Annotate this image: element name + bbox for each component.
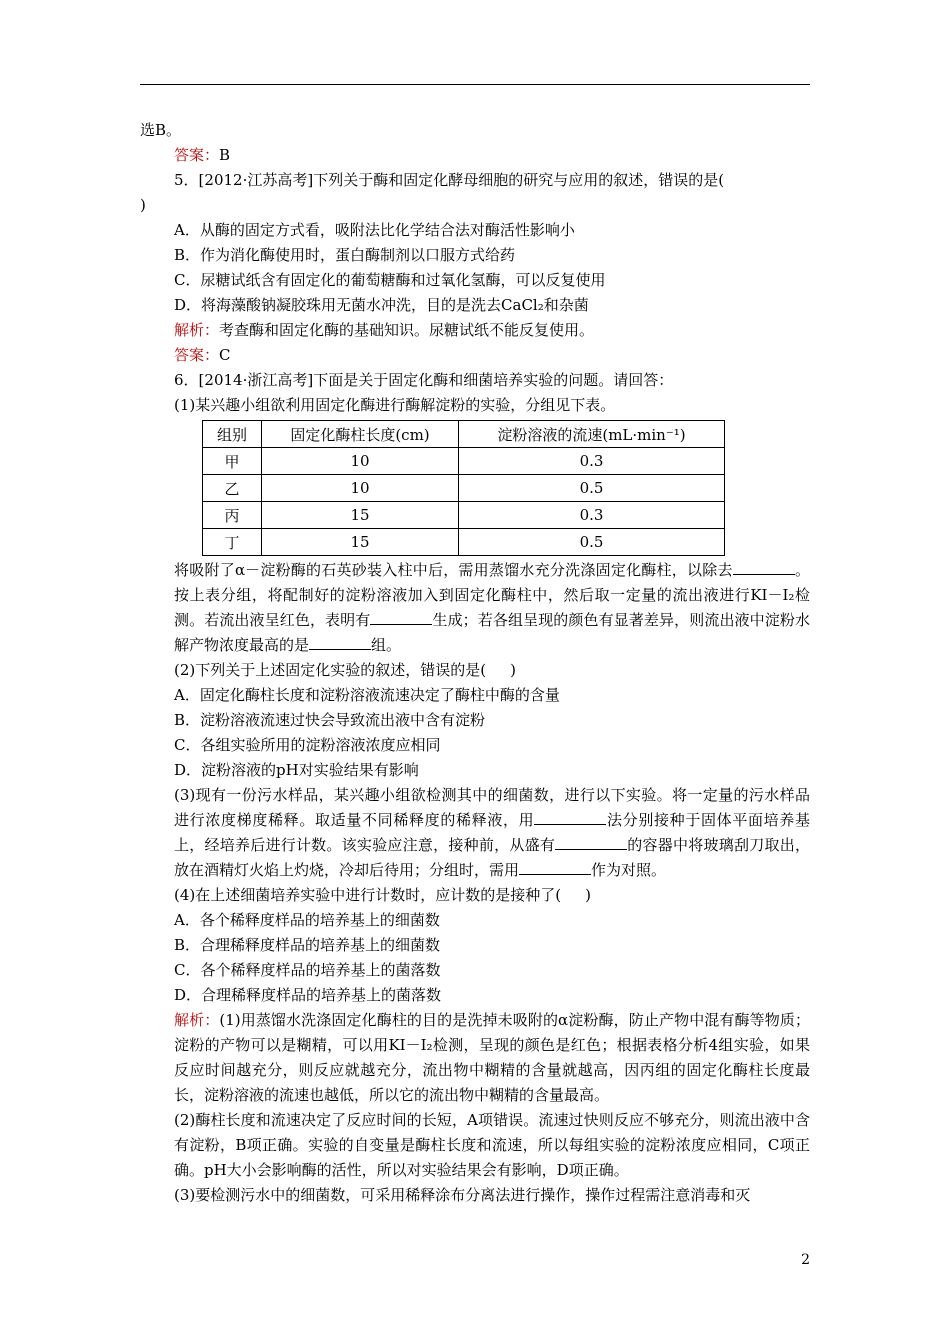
answer-line (140, 143, 810, 168)
answer-blank (555, 833, 627, 850)
option-a: A．固定化酶柱长度和淀粉溶液流速决定了酶柱中酶的含量 (174, 686, 560, 704)
question-6-stem: 6．[2014·浙江高考]下面是关于固定化酶和细菌培养实验的问题。请回答： (174, 371, 674, 389)
text-segment: 法分别接种于固体平面培养基上，经培养后进行计数。该实验应注意，接种前，从盛有 (174, 811, 810, 854)
table-cell: 0.5 (459, 529, 725, 556)
table-header: 组别 (203, 421, 262, 448)
answer-label: 答案： (174, 146, 220, 164)
header-rule (140, 84, 810, 85)
option-a: A．各个稀释度样品的培养基上的细菌数 (174, 911, 440, 929)
explanation-text: (1)用蒸馏水洗涤固定化酶柱的目的是洗掉未吸附的α淀粉酶，防止产物中混有酶等物质；淀粉的产物可以是糊精，可以用KI－I₂检测，呈现的颜色是红色；根据表格分析4组实验，如果反应时间越充分，则反应就越充分，流出物中糊精的含量就越高，因丙组的固定化酶柱长度最长，淀粉溶液的流速也越低，所以它的流出物中糊精的含量最高。 (174, 1011, 810, 1104)
answer-blank (370, 608, 432, 625)
explanation-line (140, 318, 810, 343)
option-d: D．合理稀释度样品的培养基上的菌落数 (174, 986, 442, 1004)
text-segment: 。按上表分组，将配制好的淀粉溶液加入到固定化酶柱中，然后取一定量的流出液进行KI－I₂检测。若流出液呈红色，表明有 (174, 561, 810, 629)
page-content (140, 118, 810, 1208)
text-segment: 组。 (371, 636, 402, 654)
text-segment: 生成；若各组呈现的颜色有显著差异，则流出液中淀粉水解产物浓度最高的是 (174, 611, 810, 654)
table-cell: 15 (262, 502, 459, 529)
explanation-paragraph-3: (3)要检测污水中的细菌数，可采用稀释涂布分离法进行操作，操作过程需注意消毒和灭 (174, 1186, 751, 1204)
text-segment: 将吸附了α－淀粉酶的石英砂装入柱中后，需用蒸馏水充分洗涤固定化酶柱，以除去 (174, 561, 733, 579)
text-segment: 作为对照。 (591, 861, 667, 879)
question-text: (4)在上述细菌培养实验中进行计数时，应计数的是接种了( (174, 886, 562, 904)
answer-gap (486, 659, 510, 675)
page-number: 2 (801, 1252, 810, 1268)
question-text-end: ) (585, 886, 591, 904)
question-text-end: ) (510, 661, 516, 679)
text-line: 选B。 (140, 121, 182, 139)
table-row (203, 448, 725, 475)
table-cell: 丙 (203, 502, 262, 529)
table-cell: 甲 (203, 448, 262, 475)
paragraph-part-1 (140, 558, 810, 658)
option-d: D．淀粉溶液的pH对实验结果有影响 (174, 761, 419, 779)
table-cell: 10 (262, 448, 459, 475)
explanation-label: 解析： (174, 1011, 220, 1029)
table-cell: 0.3 (459, 502, 725, 529)
table-row (203, 502, 725, 529)
table-row (203, 475, 725, 502)
answer-blank (519, 858, 591, 875)
paragraph-part-3 (140, 783, 810, 883)
text-segment: (3)现有一份污水样品，某兴趣小组欲检测其中的细菌数，进行以下实验。将一定量的污水样品进行浓度梯度稀释。取适量不同稀释度的稀释液，用 (174, 786, 810, 829)
option-b: B．作为消化酶使用时，蛋白酶制剂以口服方式给药 (174, 246, 516, 264)
answer-blank (309, 633, 371, 650)
option-c: C．各组实验所用的淀粉溶液浓度应相同 (174, 736, 441, 754)
table-cell: 乙 (203, 475, 262, 502)
option-d: D．将海藻酸钠凝胶珠用无菌水冲洗，目的是洗去CaCl₂和杂菌 (174, 296, 589, 314)
table-cell: 丁 (203, 529, 262, 556)
option-b: B．合理稀释度样品的培养基上的细菌数 (174, 936, 441, 954)
explanation-text: 考查酶和固定化酶的基础知识。尿糖试纸不能反复使用。 (219, 321, 595, 339)
option-a: A．从酶的固定方式看，吸附法比化学结合法对酶活性影响小 (174, 221, 575, 239)
answer-value: C (219, 346, 231, 364)
answer-line (140, 343, 810, 368)
explanation-paragraph-2: (2)酶柱长度和流速决定了反应时间的长短，A项错误。流速过快则反应不够充分，则流出液中含有淀粉，B项正确。实验的自变量是酶柱长度和流速，所以每组实验的淀粉浓度应相同，C项正确。pH大小会影响酶的活性，所以对实验结果会有影响，D项正确。 (174, 1111, 810, 1179)
text-segment: 的容器中将玻璃刮刀取出，放在酒精灯火焰上灼烧，冷却后待用；分组时，需用 (174, 836, 810, 879)
table-cell: 0.5 (459, 475, 725, 502)
answer-blank (733, 558, 795, 575)
answer-blank (534, 808, 606, 825)
option-c: C．尿糖试纸含有固定化的葡萄糖酶和过氧化氢酶，可以反复使用 (174, 271, 606, 289)
table-cell: 15 (262, 529, 459, 556)
table-header-row (203, 421, 725, 448)
option-b: B．淀粉溶液流速过快会导致流出液中含有淀粉 (174, 711, 486, 729)
explanation-label: 解析： (174, 321, 220, 339)
question-6-part-4 (140, 883, 810, 908)
option-c: C．各个稀释度样品的培养基上的菌落数 (174, 961, 441, 979)
question-5-stem-end: ) (140, 196, 146, 214)
explanation-paragraph-1 (140, 1008, 810, 1108)
question-6-part-2 (140, 658, 810, 683)
data-table (202, 420, 725, 556)
answer-value: B (219, 146, 231, 164)
question-5-stem: 5．[2012·江苏高考]下列关于酶和固定化酵母细胞的研究与应用的叙述，错误的是( (174, 171, 725, 189)
question-text: (2)下列关于上述固定化实验的叙述，错误的是( (174, 661, 487, 679)
table-header: 淀粉溶液的流速(mL·min⁻¹) (459, 421, 725, 448)
question-6-part-1: (1)某兴趣小组欲利用固定化酶进行酶解淀粉的实验，分组见下表。 (174, 396, 616, 414)
table-row (203, 529, 725, 556)
answer-gap (561, 884, 585, 900)
answer-label: 答案： (174, 346, 220, 364)
table-header: 固定化酶柱长度(cm) (262, 421, 459, 448)
table-cell: 0.3 (459, 448, 725, 475)
table-cell: 10 (262, 475, 459, 502)
